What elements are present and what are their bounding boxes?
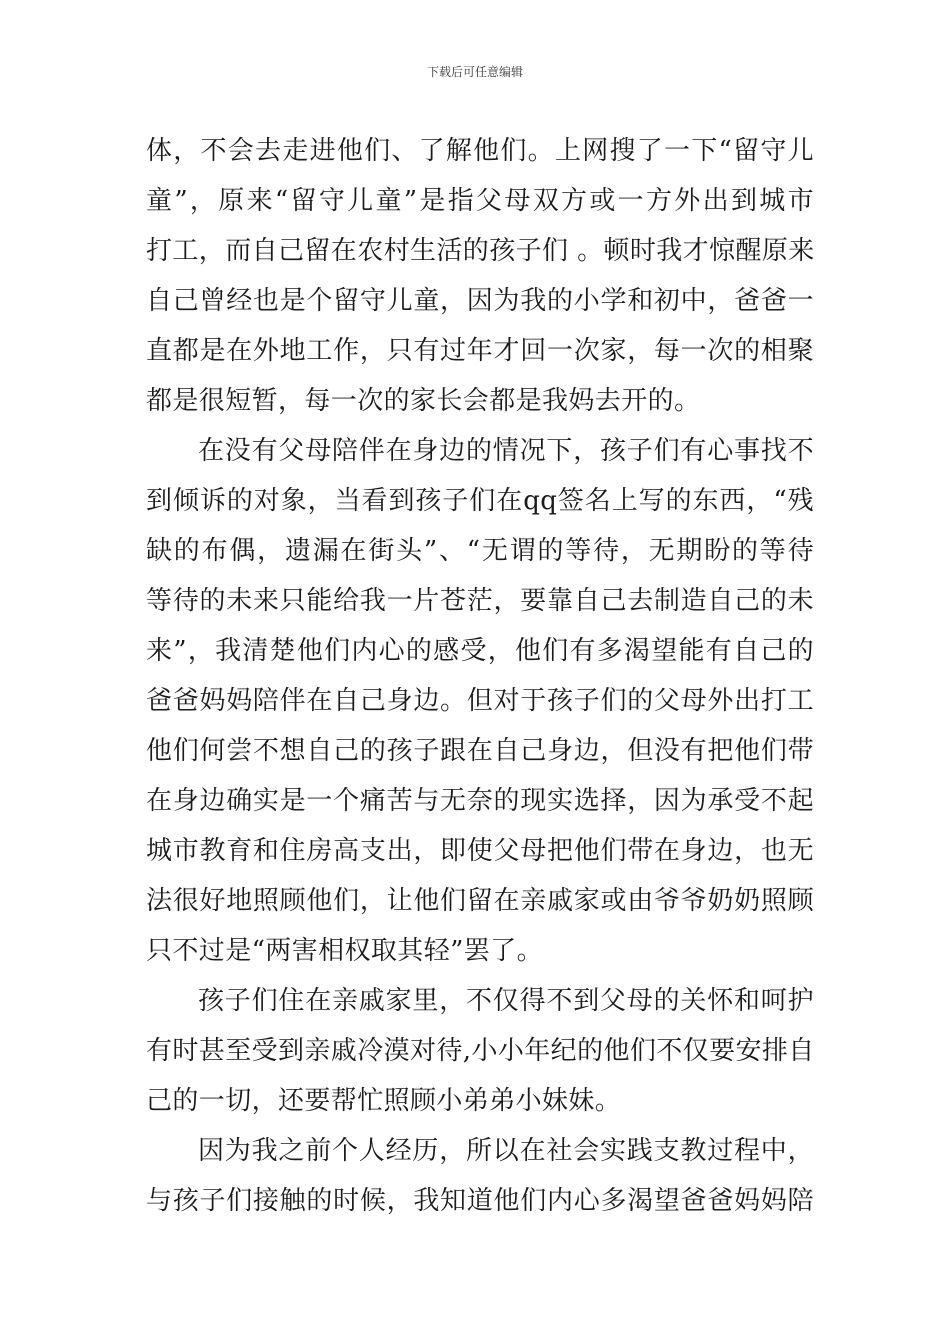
text-line: 因为我之前个人经历，所以在社会实践支教过程中， [198, 1136, 814, 1166]
text-line: 来”，我清楚他们内心的感受，他们有多渴望能有自己的 [146, 636, 814, 666]
text-line: 体，不会去走进他们、了解他们。上网搜了一下“留守儿 [146, 136, 814, 166]
text-line: 在身边确实是一个痛苦与无奈的现实选择，因为承受不起 [146, 786, 814, 816]
text-line: 与孩子们接触的时候，我知道他们内心多渴望爸爸妈妈陪 [146, 1186, 814, 1216]
text-line: 只不过是“两害相权取其轻”罢了。 [146, 936, 543, 966]
page-header: 下载后可任意编辑 [426, 65, 523, 79]
text-line: 孩子们住在亲戚家里，不仅得不到父母的关怀和呵护 [198, 986, 814, 1016]
text-line: 都是很短暂，每一次的家长会都是我妈去开的。 [146, 386, 701, 416]
document-body [146, 126, 814, 1226]
text-line: 直都是在外地工作，只有过年才回一次家，每一次的相聚 [146, 336, 814, 366]
text-line: 在没有父母陪伴在身边的情况下，孩子们有心事找不 [198, 436, 814, 466]
text-line: 爸爸妈妈陪伴在自己身边。但对于孩子们的父母外出打工 [146, 686, 814, 716]
text-line: 城市教育和住房高支出，即使父母把他们带在身边，也无 [146, 836, 814, 866]
text-line: 己的一切，还要帮忙照顾小弟弟小妹妹。 [146, 1086, 622, 1116]
text-line: 等待的未来只能给我一片苍茫，要靠自己去制造自己的未 [146, 586, 814, 616]
text-line: 打工，而自己留在农村生活的孩子们 。顿时我才惊醒原来 [146, 236, 815, 266]
text-line: 自己曾经也是个留守儿童，因为我的小学和初中，爸爸一 [146, 286, 814, 316]
text-line: 有时甚至受到亲戚冷漠对待,小小年纪的他们不仅要安排自 [146, 1036, 815, 1066]
text-line: 到倾诉的对象，当看到孩子们在qq签名上写的东西，“残 [146, 486, 814, 516]
text-line: 法很好地照顾他们，让他们留在亲戚家或由爷爷奶奶照顾 [146, 886, 814, 916]
text-line: 他们何尝不想自己的孩子跟在自己身边，但没有把他们带 [146, 736, 814, 766]
text-line: 童”，原来“留守儿童”是指父母双方或一方外出到城市 [146, 186, 814, 216]
text-line: 缺的布偶，遗漏在街头”、“无谓的等待，无期盼的等待 [146, 536, 814, 566]
